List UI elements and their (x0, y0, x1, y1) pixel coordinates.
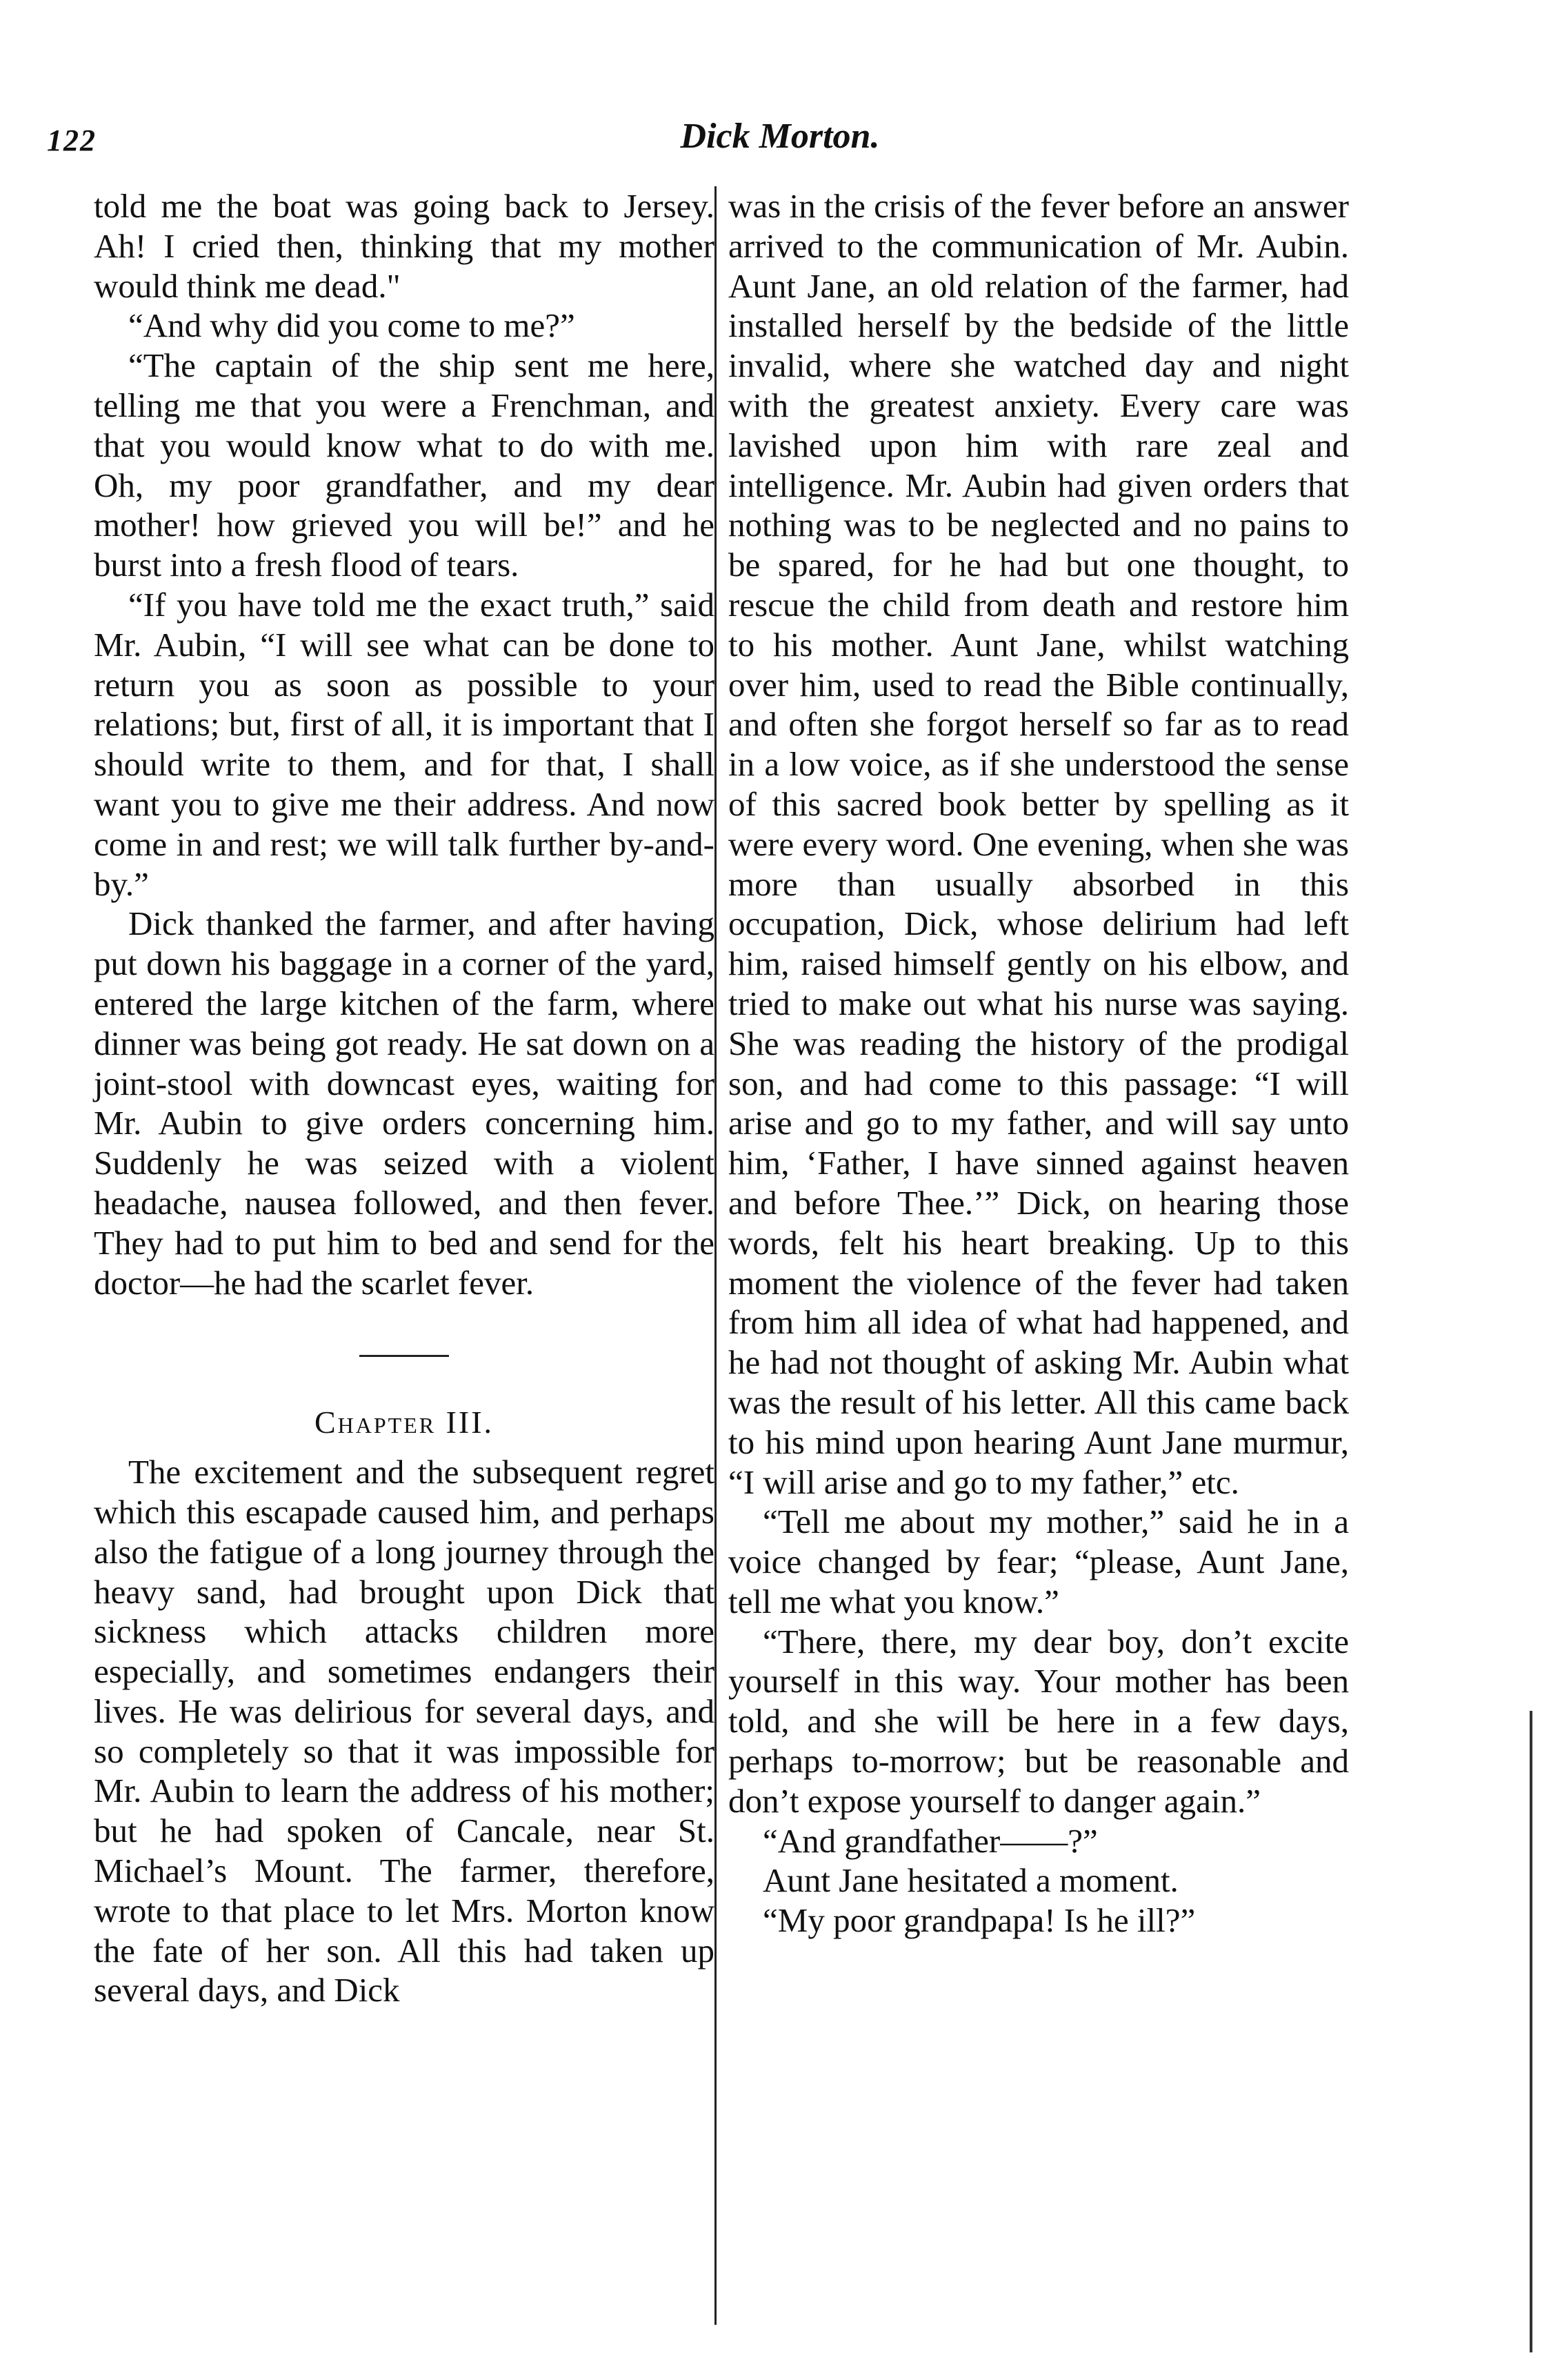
right-paragraph-2: “Tell me about my mother,” said he in a voice changed by fear; “please, Aunt Jane, tell me what you know.” (728, 1503, 1349, 1620)
right-paragraph-6: “My poor grandpapa! Is he ill?” (763, 1901, 1196, 1940)
left-paragraph-3: “The captain of the ship sent me here, telling me that you were a Frenchman, and that you would know what to do with me. Oh, my poor grandfather, and my dear mother! how grieved you will be!” and he burst into a fresh flood of tears. (94, 346, 714, 584)
section-divider (359, 1355, 449, 1357)
left-paragraph-4: “If you have told me the exact truth,” said Mr. Aubin, “I will see what can be done to return you as soon as possible to your relations; but, first of all, it is important that I should write to them, and for that, I shall want you to give me their address. And now come in and rest; we will talk further by-and-by.” (94, 585, 714, 903)
left-paragraph-1: told me the boat was going back to Jersey. Ah! I cried then, thinking that my mother would think me dead." (94, 187, 714, 305)
running-head: Dick Morton. (680, 117, 880, 156)
chapter-paragraph: The excitement and the subsequent regret which this escapade caused him, and perhaps also the fatigue of a long journey through the heavy sand, had brought upon Dick that sickness which attacks children more especially, and sometimes endangers their lives. He was delirious for several days, and so completely so that it was impossible for Mr. Aubin to learn the address of his mother; but he had spoken of Cancale, near St. Michael’s Mount. The farmer, therefore, wrote to that place to let Mrs. Morton know the fate of her son. All this had taken up several days, and Dick (94, 1453, 714, 2010)
right-paragraph-1: was in the crisis of the fever before an answer arrived to the communication of Mr. Aubin. Aunt Jane, an old relation of the farmer, had installed herself by the bedside of the little invalid, where she watched day and night with the greatest anxiety. Every care was lavished upon him with rare zeal and intelligence. Mr. Aubin had given orders that nothing was to be neglected and no pains to be spared, for he had but one thought, to rescue the child from death and restore him to his mother. Aunt Jane, whilst watching over him, used to read the Bible continually, and often she forgot herself so far as to read in a low voice, as if she understood the sense of this sacred book better by spelling as it were every word. One evening, when she was more than usually absorbed in this occupation, Dick, whose delirium had left him, raised himself gently on his elbow, and tried to make out what his nurse was saying. She was reading the history of the prodigal son, and had come to this passage: “I will arise and go to my father, and will say unto him, ‘Father, I have sinned against heaven and before Thee.’” Dick, on hearing those words, felt his heart breaking. Up to this moment the violence of the fever had taken from him all idea of what had happened, and he had not thought of asking Mr. Aubin what was the result of his letter. All this came back to his mind upon hearing Aunt Jane murmur, “I will arise and go to my father,” etc. (728, 187, 1349, 1501)
chapter-heading: Chapter III. (314, 1405, 494, 1440)
right-column (728, 186, 1349, 1941)
column-rule (714, 186, 717, 2325)
page-number: 122 (47, 123, 97, 157)
page-edge-shadow (1530, 1711, 1532, 2352)
left-paragraph-2: “And why did you come to me?” (128, 306, 575, 345)
right-paragraph-3: “There, there, my dear boy, don’t excite yourself in this way. Your mother has been told, and she will be here in a few days, perhaps to-morrow; but be reasonable and don’t expose yourself to danger again.” (728, 1622, 1349, 1820)
left-paragraph-5: Dick thanked the farmer, and after having put down his baggage in a corner of the yard, entered the large kitchen of the farm, where dinner was being got ready. He sat down on a joint-stool with downcast eyes, waiting for Mr. Aubin to give orders concerning him. Suddenly he was seized with a violent headache, nausea followed, and then fever. They had to put him to bed and send for the doctor—he had the scarlet fever. (94, 904, 714, 1302)
left-column (94, 186, 714, 2010)
right-paragraph-5: Aunt Jane hesitated a moment. (763, 1861, 1179, 1900)
right-paragraph-4: “And grandfather——?” (763, 1821, 1098, 1860)
